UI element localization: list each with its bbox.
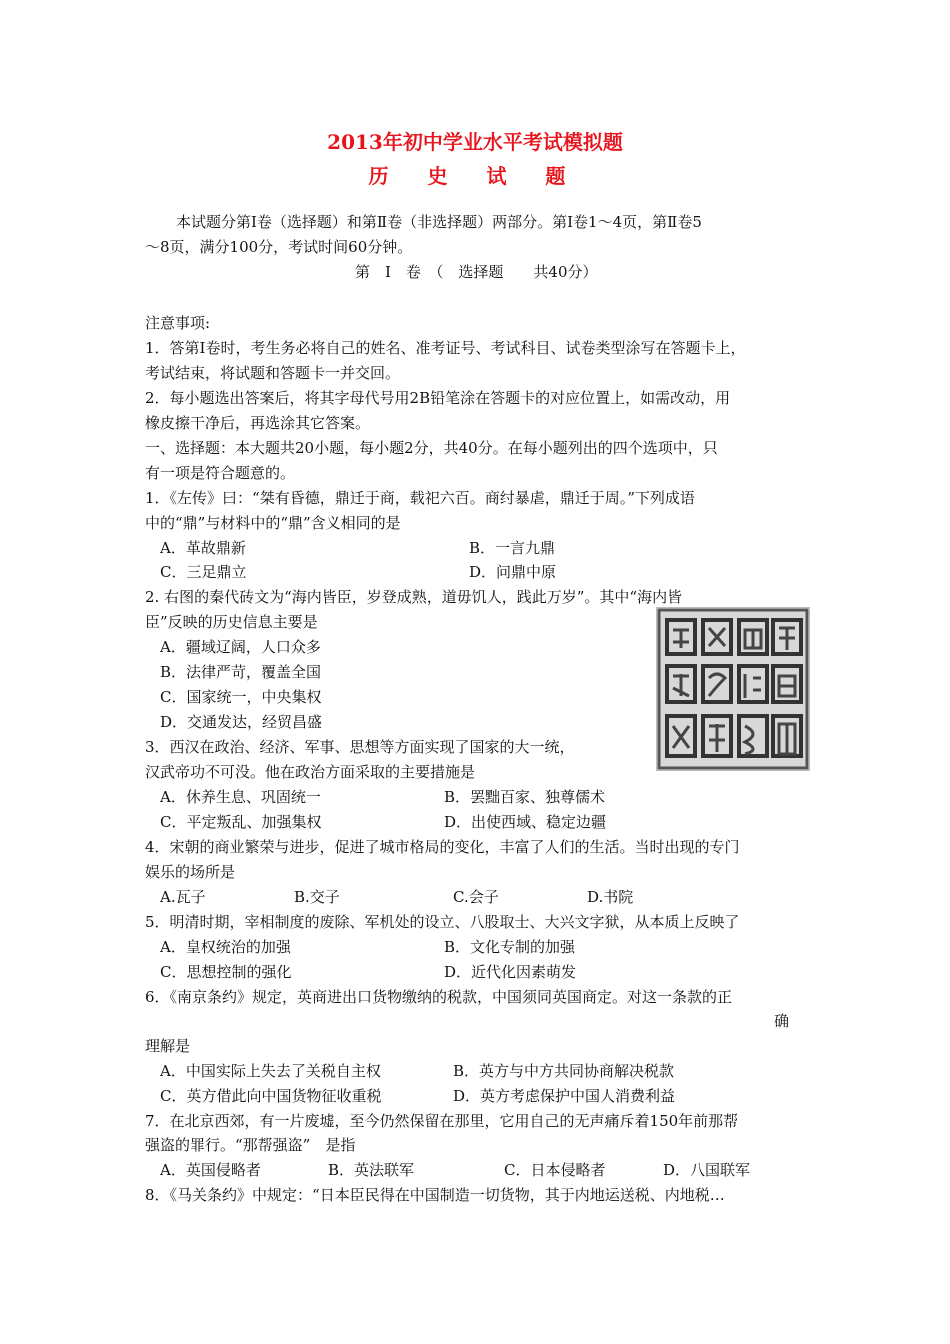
- q1-option-d: D．问鼎中原: [469, 563, 557, 581]
- q6-stem: 确: [774, 1012, 790, 1030]
- q3-option-b: B．罢黜百家、独尊儒术: [444, 788, 606, 806]
- q4-stem: 娱乐的场所是: [145, 863, 236, 881]
- q7-stem: 强盗的罪行。“那帮强盗” 是指: [145, 1136, 356, 1154]
- notice-heading: 注意事项:: [145, 314, 211, 332]
- q7-stem: 7．在北京西郊，有一片废墟，至今仍然保留在那里，它用自己的无声痛斥着150年前那帮: [145, 1112, 739, 1130]
- notice-line: 有一项是符合题意的。: [145, 464, 296, 482]
- q2-option-c: C．国家统一，中央集权: [160, 688, 322, 706]
- qin-brick-inscription-image: [656, 607, 810, 771]
- q6-option-c: C．英方借此向中国货物征收重税: [160, 1087, 382, 1105]
- brick-rubbing-icon: [657, 608, 809, 770]
- q4-option-c: C.会子: [453, 888, 499, 906]
- q7-option-c: C．日本侵略者: [504, 1161, 606, 1179]
- q2-stem: 臣”反映的历史信息主要是: [145, 613, 318, 631]
- q1-option-a: A．革故鼎新: [160, 539, 246, 557]
- q6-option-d: D．英方考虑保护中国人消费利益: [453, 1087, 676, 1105]
- exam-title: 2013年初中学业水平考试模拟题: [327, 130, 623, 154]
- q6-option-b: B．英方与中方共同协商解决税款: [453, 1062, 675, 1080]
- notice-line: 2．每小题选出答案后，将其字母代号用2B铅笔涂在答题卡的对应位置上，如需改动，用: [145, 389, 731, 407]
- notice-line: 考试结束，将试题和答题卡一并交回。: [145, 364, 401, 382]
- q1-stem: 1．《左传》曰：“桀有昏德，鼎迁于商，载祀六百。商纣暴虐，鼎迁于周。”下列成语: [145, 489, 695, 507]
- q6-stem: 理解是: [145, 1037, 191, 1055]
- q6-option-a: A．中国实际上失去了关税自主权: [160, 1062, 381, 1080]
- q1-option-b: B．一言九鼎: [469, 539, 556, 557]
- intro-line-2: ～8页，满分100分，考试时间60分钟。: [145, 238, 413, 256]
- q3-option-c: C．平定叛乱、加强集权: [160, 813, 322, 831]
- q2-option-b: B．法律严苛，覆盖全国: [160, 663, 322, 681]
- q4-option-a: A.瓦子: [160, 888, 206, 906]
- q2-stem: 2. 右图的秦代砖文为“海内皆臣，岁登成熟，道毋饥人，践此万岁”。其中“海内皆: [145, 588, 683, 606]
- intro-line-1: 本试题分第Ⅰ卷（选择题）和第Ⅱ卷（非选择题）两部分。第Ⅰ卷1～4页，第Ⅱ卷5: [176, 213, 702, 231]
- q1-option-c: C．三足鼎立: [160, 563, 247, 581]
- q4-option-b: B.交子: [294, 888, 340, 906]
- q7-option-b: B．英法联军: [328, 1161, 415, 1179]
- q2-option-a: A．疆域辽阔，人口众多: [160, 638, 321, 656]
- q5-option-c: C．思想控制的强化: [160, 963, 292, 981]
- q6-stem: 6．《南京条约》规定，英商进出口货物缴纳的税款，中国须同英国商定。对这一条款的正: [145, 988, 733, 1006]
- q1-stem: 中的“鼎”与材料中的“鼎”含义相同的是: [145, 514, 401, 532]
- q5-option-b: B．文化专制的加强: [444, 938, 576, 956]
- q7-option-a: A．英国侵略者: [160, 1161, 261, 1179]
- notice-line: 橡皮擦干净后，再选涂其它答案。: [145, 414, 371, 432]
- q7-option-d: D．八国联军: [663, 1161, 751, 1179]
- notice-line: 1．答第Ⅰ卷时，考生务必将自己的姓名、准考证号、考试科目、试卷类型涂写在答题卡上，: [145, 339, 746, 357]
- q3-stem: 汉武帝功不可没。他在政治方面采取的主要措施是: [145, 763, 476, 781]
- q5-option-a: A．皇权统治的加强: [160, 938, 291, 956]
- q2-option-d: D．交通发达，经贸昌盛: [160, 713, 323, 731]
- q3-stem: 3．西汉在政治、经济、军事、思想等方面实现了国家的大一统，: [145, 738, 575, 756]
- q8-stem: 8．《马关条约》中规定：“日本臣民得在中国制造一切货物，其于内地运送税、内地税…: [145, 1186, 725, 1204]
- section-heading: 第 Ⅰ 卷 （ 选择题 共40分）: [355, 263, 598, 281]
- q4-stem: 4．宋朝的商业繁荣与进步，促进了城市格局的变化，丰富了人们的生活。当时出现的专门: [145, 838, 740, 856]
- q5-stem: 5．明清时期，宰相制度的废除、军机处的设立、八股取士、大兴文字狱，从本质上反映了: [145, 913, 740, 931]
- exam-subtitle: 历 史 试 题: [368, 164, 582, 188]
- q4-option-d: D.书院: [587, 888, 634, 906]
- q3-option-a: A．休养生息、巩固统一: [160, 788, 321, 806]
- q3-option-d: D．出使西域、稳定边疆: [444, 813, 607, 831]
- q5-option-d: D．近代化因素萌发: [444, 963, 577, 981]
- notice-line: 一、选择题：本大题共20小题，每小题2分，共40分。在每小题列出的四个选项中，只: [145, 439, 718, 457]
